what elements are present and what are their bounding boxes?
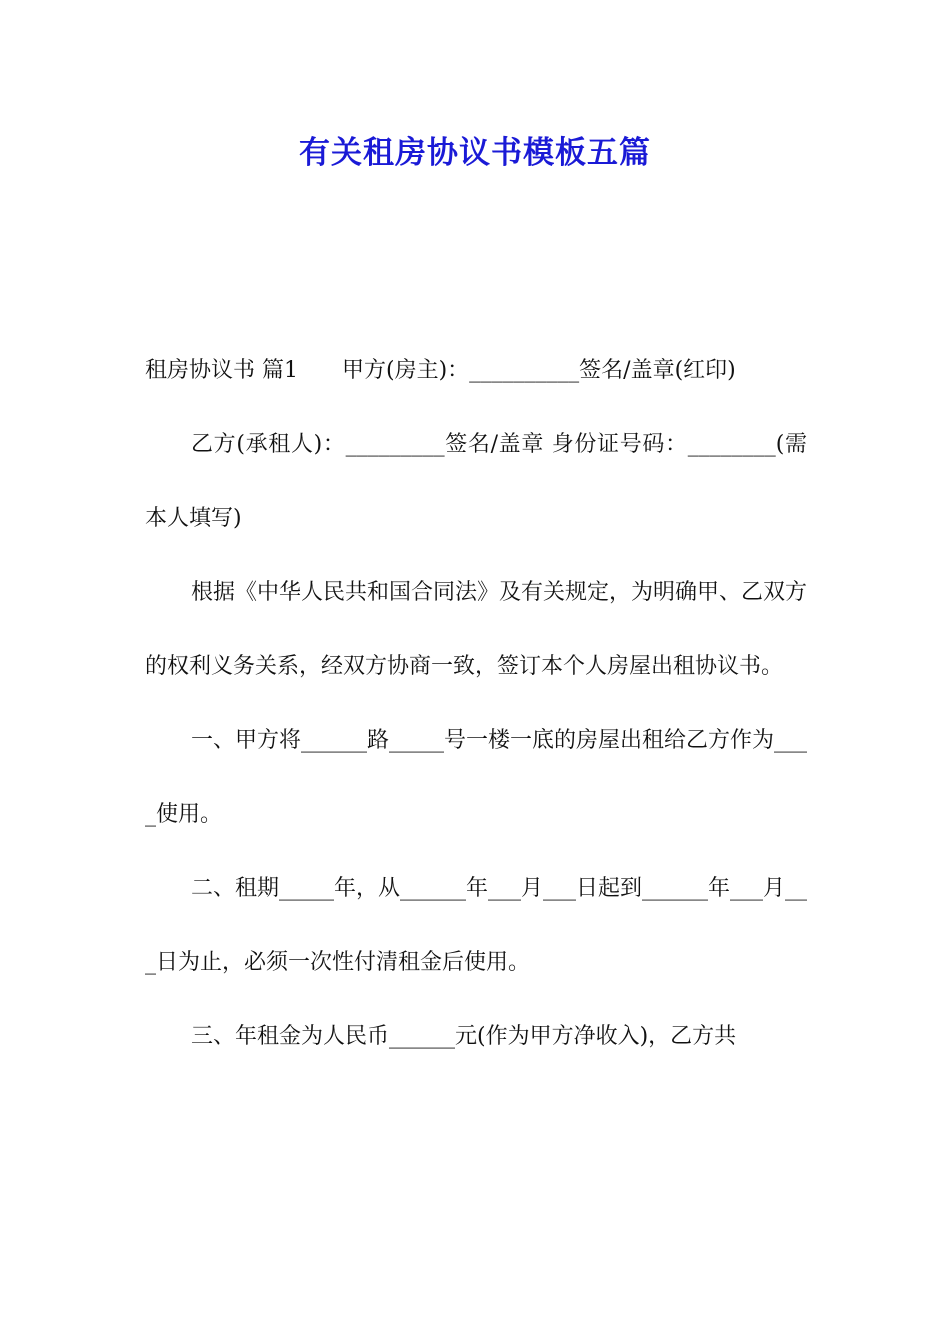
preamble-paragraph: 根据《中华人民共和国合同法》及有关规定，为明确甲、乙双方的权利义务关系，经双方协商一致，签订本个人房屋出租协议书。 [145, 580, 808, 679]
document-title: 有关租房协议书模板五篇 [299, 135, 651, 171]
clause-1-paragraph: 一、甲方将______路_____号一楼一底的房屋出租给乙方作为____使用。 [145, 728, 808, 827]
document-body [145, 334, 807, 1074]
clause-3-paragraph: 三、年租金为人民币______元(作为甲方净收入)，乙方共 [191, 1024, 737, 1049]
agreement-header-paragraph: 租房协议书 篇1 甲方(房主)：__________签名/盖章(红印) [145, 358, 736, 383]
tenant-info-paragraph: 乙方(承租人)：_________签名/盖章 身份证号码：________(需本人填写) [145, 432, 807, 531]
clause-2-paragraph: 二、租期_____年，从______年___月___日起到______年___月___日为止，必须一次性付清租金后使用。 [145, 876, 808, 975]
